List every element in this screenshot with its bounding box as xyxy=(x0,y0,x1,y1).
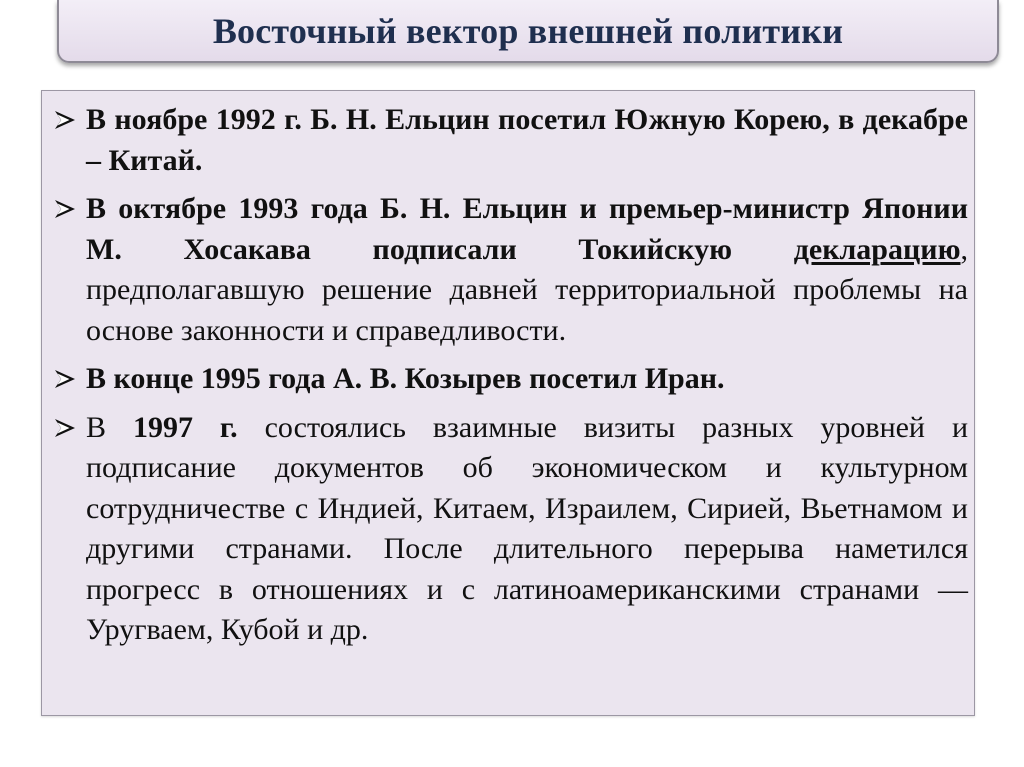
slide-title-box xyxy=(57,0,999,63)
bullet-2-regular-text: , предполагавшую решение давней территориальной проблемы на основе законности и справедливости. xyxy=(86,232,968,347)
bullet-1-bold-text: В ноябре 1992 г. Б. Н. Ельцин посетил Южную Корею, в декабре – Китай. xyxy=(86,103,968,177)
bullet-3-bold-text: В конце 1995 года А. В. Козырев посетил Иран. xyxy=(86,362,725,395)
bullet-4-regular-text: состоялись взаимные визиты разных уровней и подписание документов об экономическом и культурном сотрудничестве с Индией, Китаем, Израилем, Сирией, Вьетнамом и другими странами. После длительного перерыва наметился прогресс в отношениях и с латиноамериканскими странами — Уругваем, Кубой и др. xyxy=(86,410,968,646)
bullet-item-2 xyxy=(52,189,968,351)
bullet-text-4 xyxy=(86,408,968,651)
bullet-item-4 xyxy=(52,408,968,651)
arrowhead-bullet-icon xyxy=(52,359,86,399)
bullet-2-bold-text: В октябре 1993 года Б. Н. Ельцин и премьер-министр Японии М. Хосакава подписали Токийскую xyxy=(86,192,968,266)
bullet-text-3 xyxy=(86,359,968,400)
arrowhead-bullet-icon xyxy=(52,408,86,448)
bullet-text-1 xyxy=(86,100,968,181)
bullet-text-2 xyxy=(86,189,968,351)
slide-content-box xyxy=(41,90,975,716)
bullet-item-3 xyxy=(52,359,968,400)
bullet-4-bold-year: 1997 г. xyxy=(132,410,238,444)
bullet-list xyxy=(52,100,968,659)
bullet-4-regular-prefix: В xyxy=(86,410,133,444)
arrowhead-bullet-icon xyxy=(52,189,86,229)
bullet-item-1 xyxy=(52,100,968,181)
bullet-2-declaration-term: декларацию xyxy=(793,232,961,266)
arrowhead-bullet-icon xyxy=(52,100,86,140)
slide-title: Восточный вектор внешней политики xyxy=(212,10,844,51)
